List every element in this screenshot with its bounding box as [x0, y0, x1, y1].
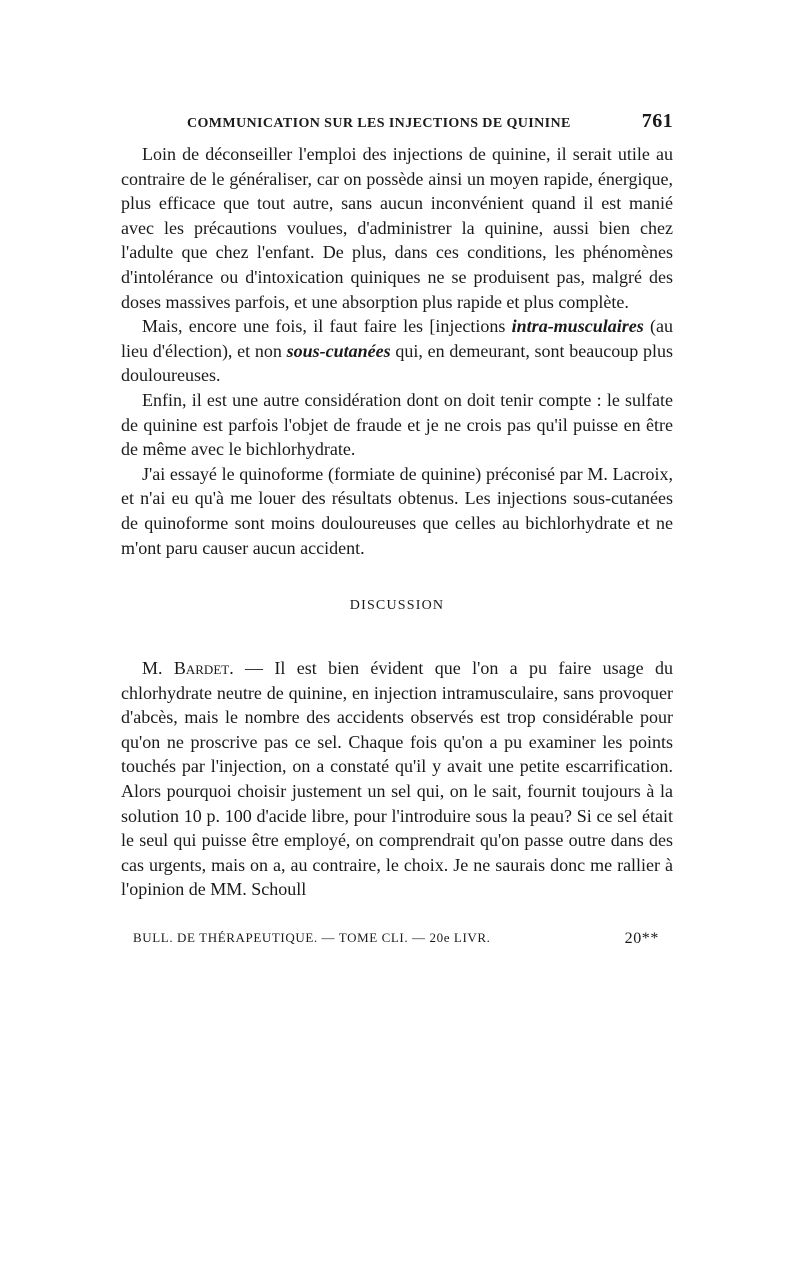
paragraph-2-part-1: Mais, encore une fois, il faut faire les [injections: [142, 316, 512, 337]
speaker-name: Bardet: [173, 658, 230, 679]
paragraph-3: Enfin, il est une autre considération dont on doit tenir compte : le sulfate de quinine est parfois l'objet de fraude et je ne crois pas qu'il puisse en être de même avec le bichlorhydrate.: [121, 389, 673, 460]
paragraph-2-part-3: qui, en demeurant, sont beaucoup plus douloureuses.: [121, 340, 673, 386]
signature-mark: 20**: [624, 930, 659, 948]
journal-reference: BULL. DE THÉRAPEUTIQUE. — TOME CLI. — 20e LIVR.: [133, 930, 491, 946]
page-footer: [121, 930, 673, 948]
italic-sous-cutanees: sous-cutanées: [286, 340, 391, 361]
discussion-text: . — Il est bien évident que l'on a pu faire usage du chlorhydrate neutre de quinine, en injection intramusculaire, sans provoquer d'abcès, mais le nombre des accidents observés est trop considérable pour qu'on ne proscrive pas ce sel. Chaque fois qu'on a pu examiner les points touchés par l'injection, on a constaté qu'il y avait une petite escarrification. Alors pourquoi choisir justement un sel qui, on le sait, fournit toujours à la solution 10 p. 100 d'acide libre, pour l'introduire sous la peau? Si ce sel était le seul qui puisse être employé, on comprendrait qu'on passe outre dans des cas urgents, mais on a, au contraire, le choix. Je ne saurais donc me rallier à l'opinion de MM. Schoull: [121, 658, 673, 900]
document-page: [121, 110, 673, 948]
running-title: COMMUNICATION SUR LES INJECTIONS DE QUININE: [187, 116, 571, 131]
paragraph-2-part-2: (au lieu d'élection), et non: [121, 316, 673, 361]
paragraph-1: Loin de déconseiller l'emploi des injections de quinine, il serait utile au contraire de le généraliser, car on possède ainsi un moyen rapide, énergique, plus efficace que tout autre, sans aucun inconvénient quand il est manié avec les précautions voulues, d'administrer la quinine, aussi bien chez l'adulte que chez l'enfant. De plus, dans ces conditions, les phénomènes d'intolérance ou d'intoxication quiniques ne se produisent pas, malgré des doses massives parfois, et une absorption plus rapide et plus complète.: [121, 144, 673, 312]
discussion-paragraph: [121, 656, 673, 902]
paragraph-2: [121, 314, 673, 388]
running-header: [121, 110, 673, 142]
section-heading: DISCUSSION: [349, 598, 445, 614]
speaker-prefix: M.: [142, 658, 174, 679]
paragraph-4: J'ai essayé le quinoforme (formiate de quinine) préconisé par M. Lacroix, et n'ai eu qu'à me louer des résultats obtenus. Les injections sous-cutanées de quinoforme sont moins douloureuses que celles au bichlorhydrate et ne m'ont paru causer aucun accident.: [121, 463, 673, 558]
italic-intra-musculaires: intra-musculaires: [511, 316, 644, 337]
page-number: 761: [641, 110, 673, 132]
